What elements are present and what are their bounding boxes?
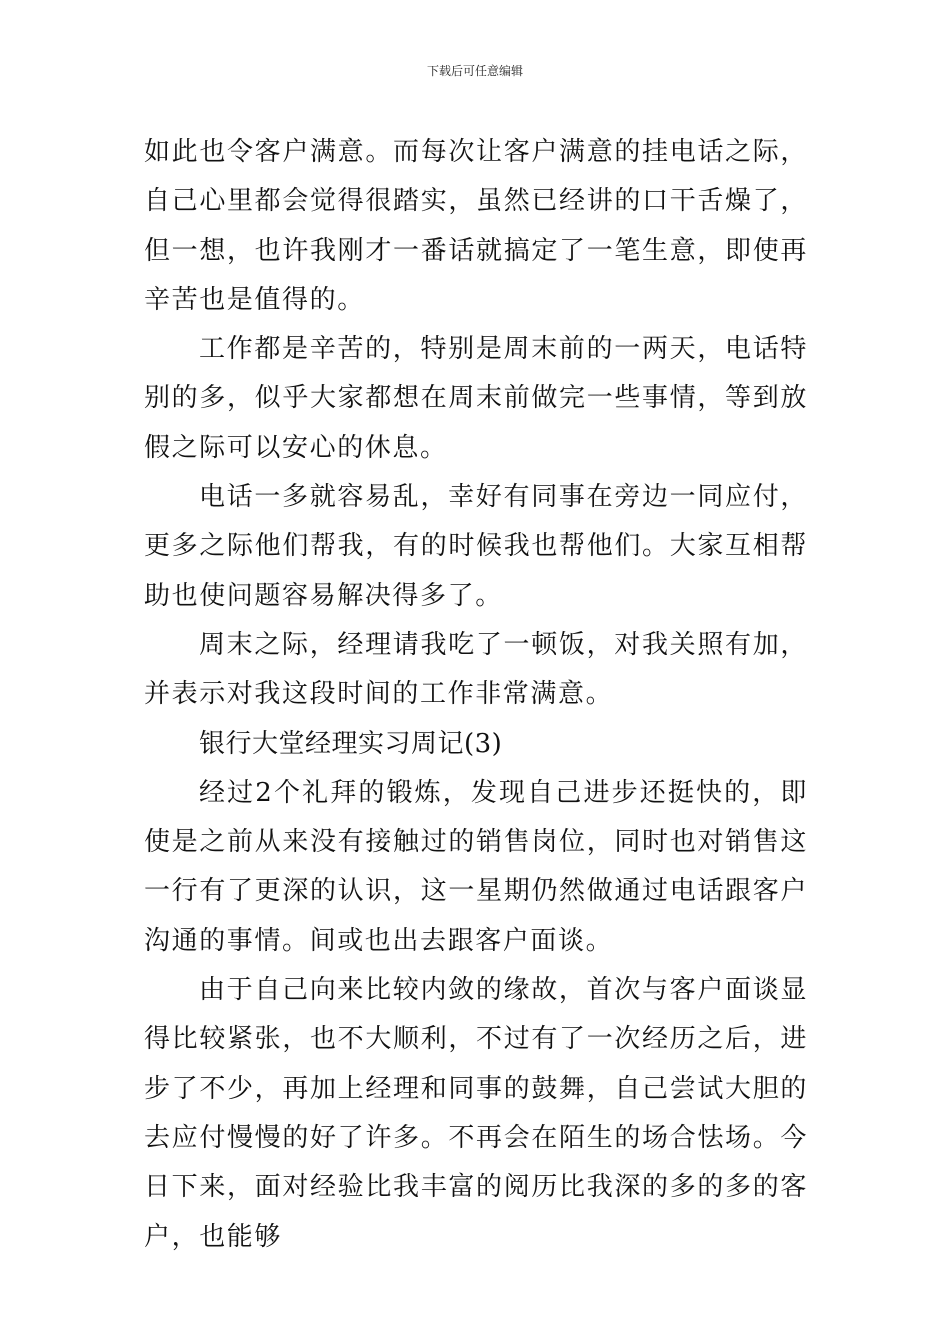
paragraph-two-weeks: 经过2个礼拜的锻炼，发现自己进步还挺快的，即使是之前从来没有接触过的销售岗位，同时也对销售这一行有了更深的认识，这一星期仍然做通过电话跟客户沟通的事情。间或也出去跟客户面谈。 (144, 777, 808, 956)
paragraph-continuation: 如此也令客户满意。而每次让客户满意的挂电话之际，自己心里都会觉得很踏实，虽然已经讲的口干舌燥了，但一想，也许我刚才一番话就搞定了一笔生意，即使再辛苦也是值得的。 (144, 137, 808, 315)
section-heading: 银行大堂经理实习周记(3) (199, 728, 503, 759)
paragraph-weekend-work: 工作都是辛苦的，特别是周末前的一两天，电话特别的多，似乎大家都想在周末前做完一些事情，等到放假之际可以安心的休息。 (144, 334, 808, 463)
document-body (144, 128, 808, 1262)
paragraph-customer-meeting: 由于自己向来比较内敛的缘故，首次与客户面谈显得比较紧张，也不大顺利，不过有了一次经历之后，进步了不少，再加上经理和同事的鼓舞，自己尝试大胆的去应付慢慢的好了许多。不再会在陌生的场合怯场。今日下来，面对经验比我丰富的阅历比我深的多的多的客户，也能够 (144, 975, 808, 1252)
paragraph-manager-dinner: 周末之际，经理请我吃了一顿饭，对我关照有加，并表示对我这段时间的工作非常满意。 (144, 629, 808, 710)
paragraph-colleagues-help: 电话一多就容易乱，幸好有同事在旁边一同应付，更多之际他们帮我，有的时候我也帮他们。大家互相帮助也使问题容易解决得多了。 (144, 482, 808, 611)
page-header: 下载后可任意编辑 (426, 64, 523, 78)
